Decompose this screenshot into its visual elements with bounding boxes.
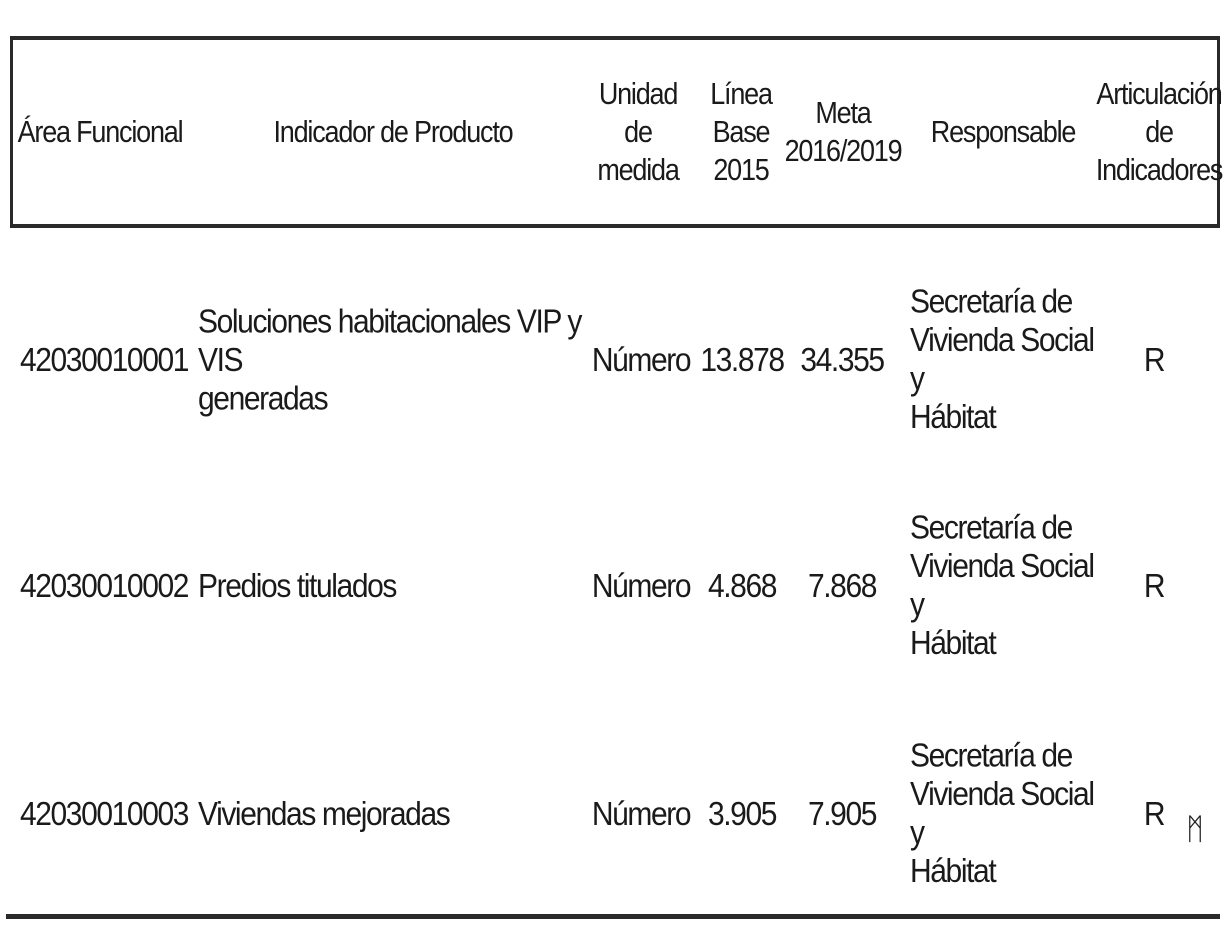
cell-responsable-line: Vivienda Social y bbox=[910, 548, 1094, 624]
cell-responsable-line: Vivienda Social y bbox=[910, 322, 1094, 398]
header-meta bbox=[784, 29, 902, 235]
cell-linea-base: 13.878 bbox=[700, 341, 784, 379]
header-linea-base-line: Base bbox=[712, 115, 770, 149]
cell-articulacion: R bbox=[1143, 341, 1165, 379]
cell-responsable-line: Hábitat bbox=[910, 399, 996, 436]
header-rule bbox=[10, 224, 1220, 228]
header-linea-base-line: 2015 bbox=[713, 153, 769, 187]
cell-linea-base: 3.905 bbox=[707, 795, 777, 833]
cell-responsable bbox=[910, 689, 1100, 940]
table-row bbox=[10, 246, 1220, 474]
header-unidad-medida bbox=[585, 29, 691, 235]
table-row bbox=[10, 700, 1220, 928]
cell-indicador bbox=[198, 689, 588, 940]
cell-responsable bbox=[910, 461, 1100, 712]
cell-articulacion: R bbox=[1143, 795, 1165, 833]
cell-unidad: Número bbox=[591, 795, 691, 833]
cell-meta: 34.355 bbox=[800, 341, 884, 379]
handwritten-mark: ᛗ bbox=[1186, 812, 1204, 847]
cell-responsable-line: Secretaría de bbox=[910, 284, 1072, 321]
cell-meta: 7.905 bbox=[807, 795, 877, 833]
header-articulacion bbox=[1095, 29, 1223, 235]
cell-responsable bbox=[910, 235, 1100, 486]
cell-responsable-line: Vivienda Social y bbox=[910, 776, 1094, 852]
cell-responsable-line: Hábitat bbox=[910, 853, 996, 890]
header-responsable bbox=[903, 29, 1103, 235]
bottom-rule bbox=[6, 914, 1220, 919]
header-meta-line: 2016/2019 bbox=[784, 134, 902, 168]
header-articulacion-line: de bbox=[1145, 115, 1173, 149]
cell-responsable-line: Hábitat bbox=[910, 625, 996, 662]
cell-indicador-line: generadas bbox=[198, 380, 328, 417]
table-header-row bbox=[10, 40, 1223, 224]
header-meta-line: Meta bbox=[815, 96, 871, 130]
cell-indicador-line: Predios titulados bbox=[198, 567, 396, 605]
cell-indicador-line: Viviendas mejoradas bbox=[198, 795, 450, 833]
cell-meta: 7.868 bbox=[807, 567, 877, 605]
table-row bbox=[10, 472, 1220, 700]
header-linea-base bbox=[693, 29, 789, 235]
cell-area-funcional: 42030010003 bbox=[19, 795, 189, 833]
header-indicador-producto-line: Indicador de Producto bbox=[273, 115, 513, 149]
header-area-funcional-line: Área Funcional bbox=[17, 115, 183, 149]
header-indicador-producto bbox=[193, 29, 593, 235]
cell-responsable-line: Secretaría de bbox=[910, 738, 1072, 775]
header-unidad-medida-line: Unidad de bbox=[598, 77, 678, 149]
header-articulacion-line: Articulación bbox=[1096, 77, 1222, 111]
cell-indicador bbox=[198, 235, 588, 486]
cell-area-funcional: 42030010001 bbox=[19, 341, 189, 379]
header-unidad-medida-line: medida bbox=[597, 153, 679, 187]
cell-linea-base: 4.868 bbox=[707, 567, 777, 605]
header-linea-base-line: Línea bbox=[710, 77, 772, 111]
cell-articulacion: R bbox=[1143, 567, 1165, 605]
header-responsable-line: Responsable bbox=[930, 115, 1076, 149]
header-articulacion-line: Indicadores bbox=[1095, 153, 1223, 187]
cell-area-funcional: 42030010002 bbox=[19, 567, 189, 605]
cell-indicador bbox=[198, 461, 588, 712]
cell-indicador-line: Soluciones habitacionales VIP y VIS bbox=[198, 303, 581, 379]
cell-responsable-line: Secretaría de bbox=[910, 510, 1072, 547]
cell-unidad: Número bbox=[591, 341, 691, 379]
cell-unidad: Número bbox=[591, 567, 691, 605]
header-area-funcional bbox=[15, 29, 185, 235]
